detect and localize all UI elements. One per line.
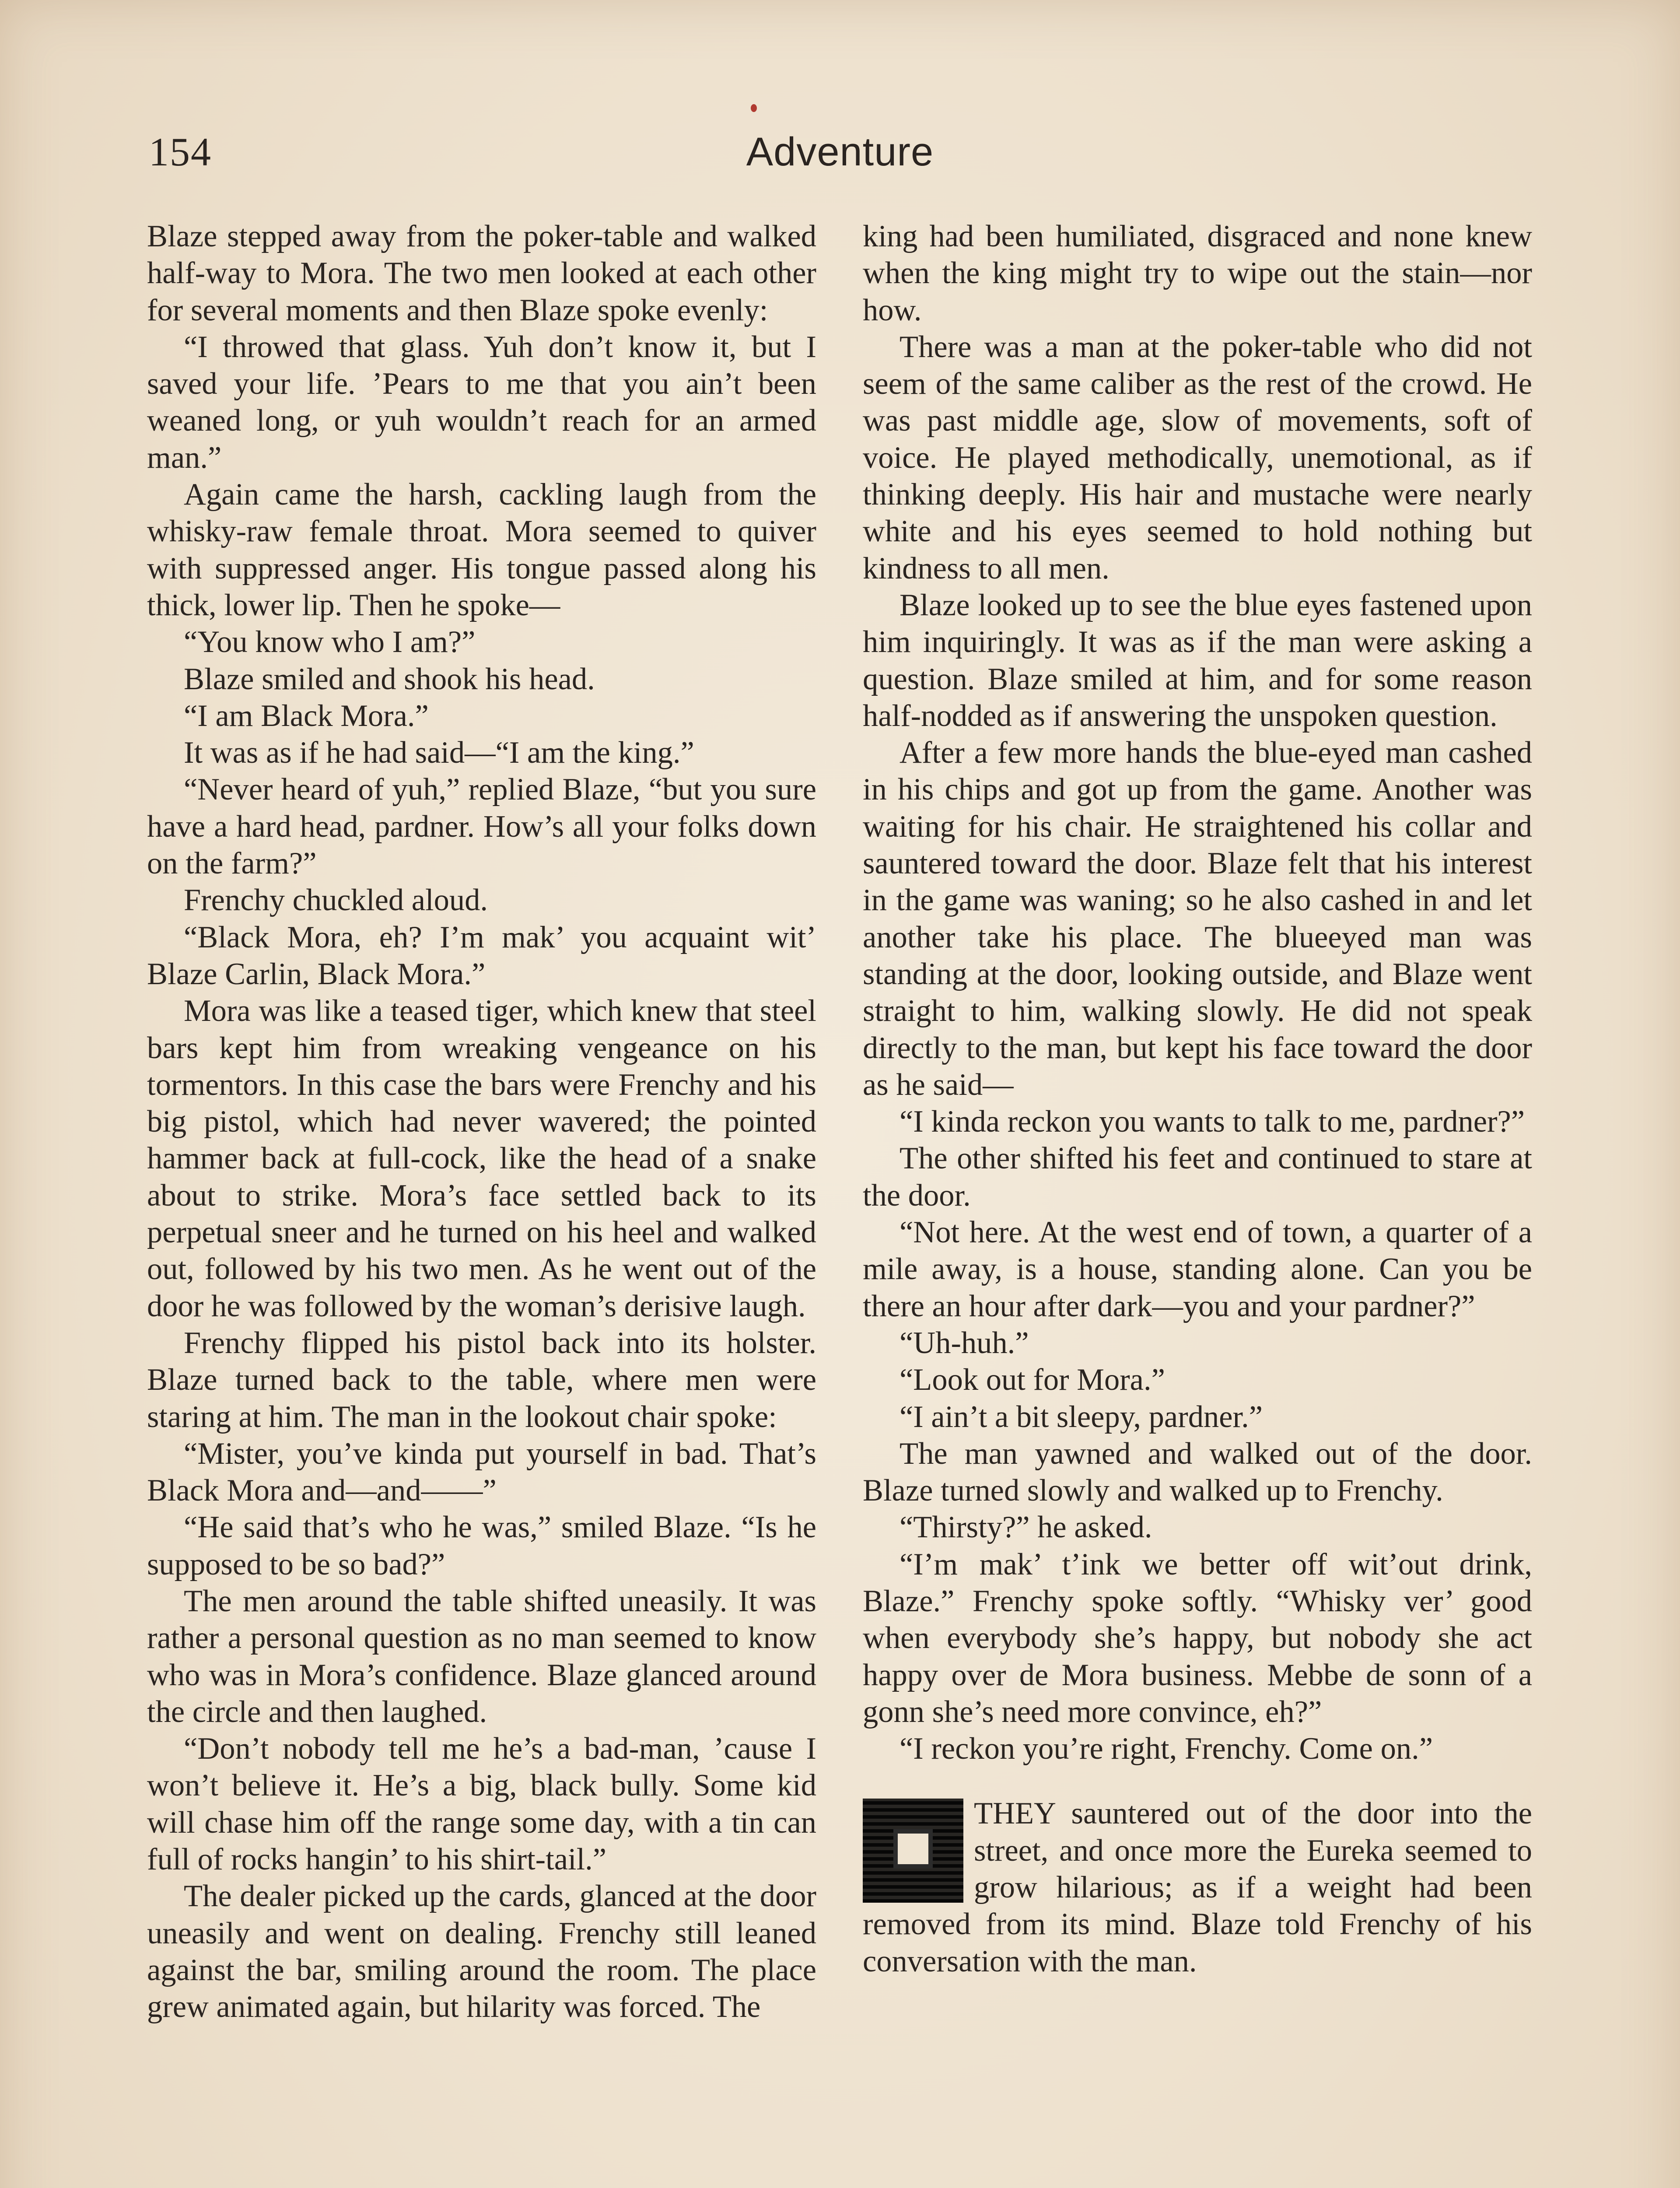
paragraph: “I’m mak’ t’ink we better off wit’out drink, Blaze.” Frenchy spoke softly. “Whisky ver’ good when everybody she’s happy, but nobody she act happy over de Mora business. Mebbe de sonn of a gonn she’s need more convince, eh?”	[863, 1547, 1532, 1729]
paragraph: The man yawned and walked out of the door. Blaze turned slowly and walked up to Frenchy.	[863, 1436, 1532, 1508]
paragraph: “I ain’t a bit sleepy, pardner.”	[900, 1399, 1263, 1434]
paragraph: The other shifted his feet and continued to stare at the door.	[863, 1141, 1532, 1213]
paragraph: king had been humiliated, disgraced and none knew when the king might try to wipe out the stain—nor how.	[863, 219, 1532, 327]
paragraph: Mora was like a teased tiger, which knew that steel bars kept him from wreaking vengeance on his tormentors. In this case the bars were Frenchy and his big pistol, which had never wavered; the pointed hammer back at full-cock, like the head of a snake about to strike. Mora’s face settled back to its perpetual sneer and he turned on his heel and walked out, followed by his two men. As he went out of the door he was followed by the woman’s derisive laugh.	[147, 994, 816, 1323]
paragraph: “I reckon you’re right, Frenchy. Come on.”	[900, 1732, 1433, 1766]
decorative-initial-ornament	[863, 1799, 963, 1903]
running-title: Adventure	[746, 130, 934, 174]
paragraph: After a few more hands the blue-eyed man cashed in his chips and got up from the game. Another was waiting for his chair. He straightened his collar and sauntered toward the door. Blaze felt that his interest in the game was waning; so he also cashed in and let another take his place. The blueeyed man was standing at the door, looking outside, and Blaze went straight to him, walking slowly. He did not speak directly to the man, but kept his face toward the door as he said—	[863, 736, 1532, 1102]
paragraph: Blaze looked up to see the blue eyes fastened upon him inquiringly. It was as if the man were asking a question. Blaze smiled at him, and for some reason half-nodded as if answering the unspoken question.	[863, 588, 1532, 733]
paragraph: “Thirsty?” he asked.	[900, 1510, 1152, 1545]
paragraph: Frenchy flipped his pistol back into its holster. Blaze turned back to the table, where men were staring at him. The man in the lookout chair spoke:	[147, 1325, 816, 1434]
paragraph: “Never heard of yuh,” replied Blaze, “but you sure have a hard head, pardner. How’s all your folks down on the farm?”	[147, 772, 816, 881]
paragraph: Blaze smiled and shook his head.	[184, 662, 595, 696]
paragraph: “I throwed that glass. Yuh don’t know it, but I saved your life. ’Pears to me that you ain’t been weaned long, or yuh wouldn’t reach for an armed man.”	[147, 330, 816, 475]
left-column	[147, 218, 816, 2026]
paragraph: “Look out for Mora.”	[900, 1363, 1165, 1397]
paragraph: “I am Black Mora.”	[184, 698, 429, 733]
paragraph: “Not here. At the west end of town, a quarter of a mile away, is a house, standing alone. Can you be there an hour after dark—you and your pardner?”	[863, 1215, 1532, 1323]
section-lead-paragraph: THEY sauntered out of the door into the street, and once more the Eureka seemed to grow hilarious; as if a weight had been removed from its mind. Blaze told Frenchy of his conversation with the man.	[863, 1796, 1532, 1978]
section-break	[863, 1795, 1532, 1979]
paragraph: Frenchy chuckled aloud.	[184, 883, 488, 918]
paragraph: “I kinda reckon you wants to talk to me, pardner?”	[900, 1105, 1525, 1139]
ink-dot-mark	[751, 104, 757, 112]
paragraph: “Mister, you’ve kinda put yourself in bad. That’s Black Mora and—and——”	[147, 1436, 816, 1508]
paragraph: There was a man at the poker-table who did not seem of the same caliber as the rest of the crowd. He was past middle age, slow of movements, soft of voice. He played methodically, unemotional, as if thinking deeply. His hair and mustache were nearly white and his eyes seemed to hold nothing but kindness to all men.	[863, 330, 1532, 586]
paragraph: “Black Mora, eh? I’m mak’ you acquaint wit’ Blaze Carlin, Black Mora.”	[147, 920, 816, 991]
paragraph: “Don’t nobody tell me he’s a bad-man, ’cause I won’t believe it. He’s a big, black bully. Some kid will chase him off the range some day, with a tin can full of rocks hangin’ to his shirt-tail.”	[147, 1732, 816, 1877]
paragraph: Again came the harsh, cackling laugh from the whisky-raw female throat. Mora seemed to quiver with suppressed anger. His tongue passed along his thick, lower lip. Then he spoke—	[147, 477, 816, 622]
paragraph: “You know who I am?”	[184, 625, 476, 659]
right-column	[863, 218, 1532, 1980]
paragraph: It was as if he had said—“I am the king.”	[184, 736, 694, 770]
paragraph: Blaze stepped away from the poker-table and walked half-way to Mora. The two men looked at each other for several moments and then Blaze spoke evenly:	[147, 219, 816, 327]
paragraph: The dealer picked up the cards, glanced at the door uneasily and went on dealing. Frenchy still leaned against the bar, smiling around the room. The place grew animated again, but hilarity was forced. The	[147, 1879, 816, 2024]
paragraph: “He said that’s who he was,” smiled Blaze. “Is he supposed to be so bad?”	[147, 1510, 816, 1581]
page-number: 154	[149, 130, 212, 174]
paragraph: “Uh-huh.”	[900, 1325, 1029, 1360]
paragraph: The men around the table shifted uneasily. It was rather a personal question as no man seemed to know who was in Mora’s confidence. Blaze glanced around the circle and then laughed.	[147, 1584, 816, 1729]
